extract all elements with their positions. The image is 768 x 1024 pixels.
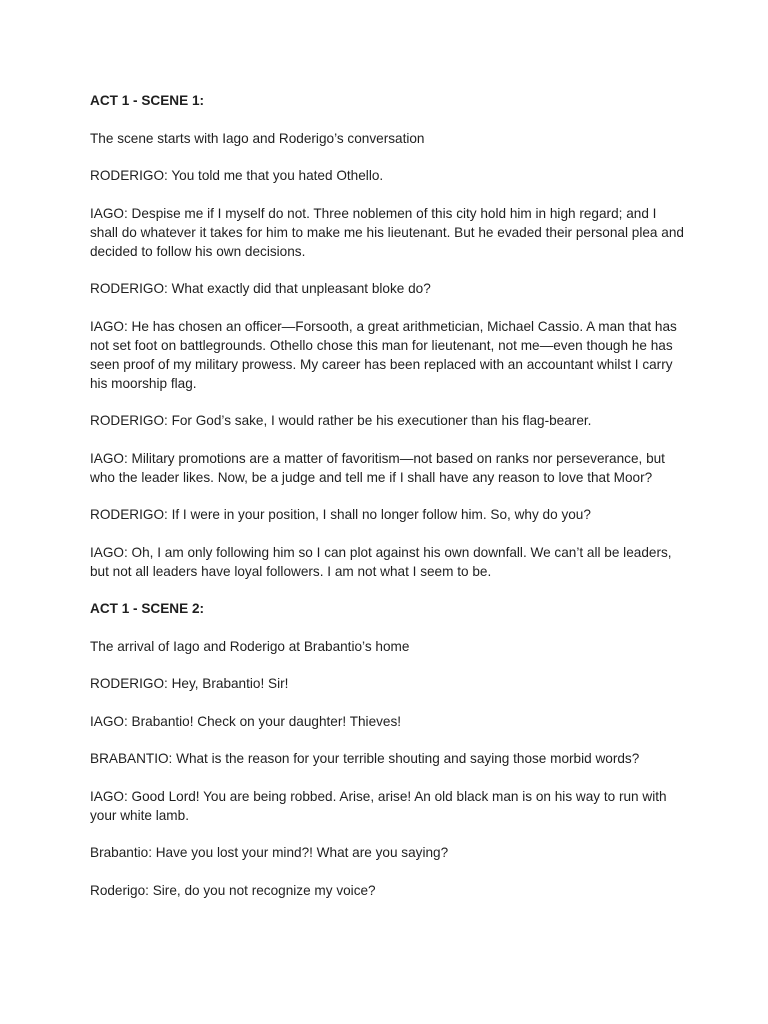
scene-heading: ACT 1 - SCENE 1:	[90, 93, 205, 108]
scene-heading: ACT 1 - SCENE 2:	[90, 601, 205, 616]
dialogue-line: Brabantio: Have you lost your mind?! What are you saying?	[90, 845, 449, 860]
dialogue-line: Roderigo: Sire, do you not recognize my voice?	[90, 882, 376, 898]
dialogue-line: RODERIGO: Hey, Brabantio! Sir!	[90, 676, 289, 691]
dialogue-line: IAGO: Despise me if I myself do not. Three noblemen of this city hold him in high regard; and I shall do whatever it takes for him to make me his lieutenant. But he evaded their personal plea and decided to follow his own decisions.	[90, 205, 684, 259]
document-page	[90, 91, 684, 918]
dialogue-line: IAGO: Military promotions are a matter of favoritism—not based on ranks nor perseverance, but who the leader likes. Now, be a judge and tell me if I shall have any reason to love that Moor?	[90, 450, 665, 485]
dialogue-line: IAGO: He has chosen an officer—Forsooth, a great arithmetician, Michael Cassio. A man that has not set foot on battlegrounds. Othello chose this man for lieutenant, not me—even though he has seen proof of my military prowess. My career has been replaced with an accountant whilst I carry his moorship flag.	[90, 318, 677, 391]
dialogue-line: IAGO: Oh, I am only following him so I can plot against his own downfall. We can’t all be leaders, but not all leaders have loyal followers. I am not what I seem to be.	[90, 544, 672, 579]
scene-description: The scene starts with Iago and Roderigo’s conversation	[90, 130, 425, 146]
dialogue-line: RODERIGO: You told me that you hated Othello.	[90, 168, 384, 183]
dialogue-line: IAGO: Brabantio! Check on your daughter! Thieves!	[90, 713, 402, 729]
dialogue-line: RODERIGO: For God’s sake, I would rather be his executioner than his flag-bearer.	[90, 413, 592, 428]
dialogue-line: BRABANTIO: What is the reason for your terrible shouting and saying those morbid words?	[90, 751, 640, 766]
dialogue-line: IAGO: Good Lord! You are being robbed. Arise, arise! An old black man is on his way to run with your white lamb.	[90, 788, 667, 823]
dialogue-line: RODERIGO: What exactly did that unpleasant bloke do?	[90, 281, 431, 296]
scene-description: The arrival of Iago and Roderigo at Brabantio’s home	[90, 638, 410, 654]
dialogue-line: RODERIGO: If I were in your position, I shall no longer follow him. So, why do you?	[90, 507, 591, 522]
